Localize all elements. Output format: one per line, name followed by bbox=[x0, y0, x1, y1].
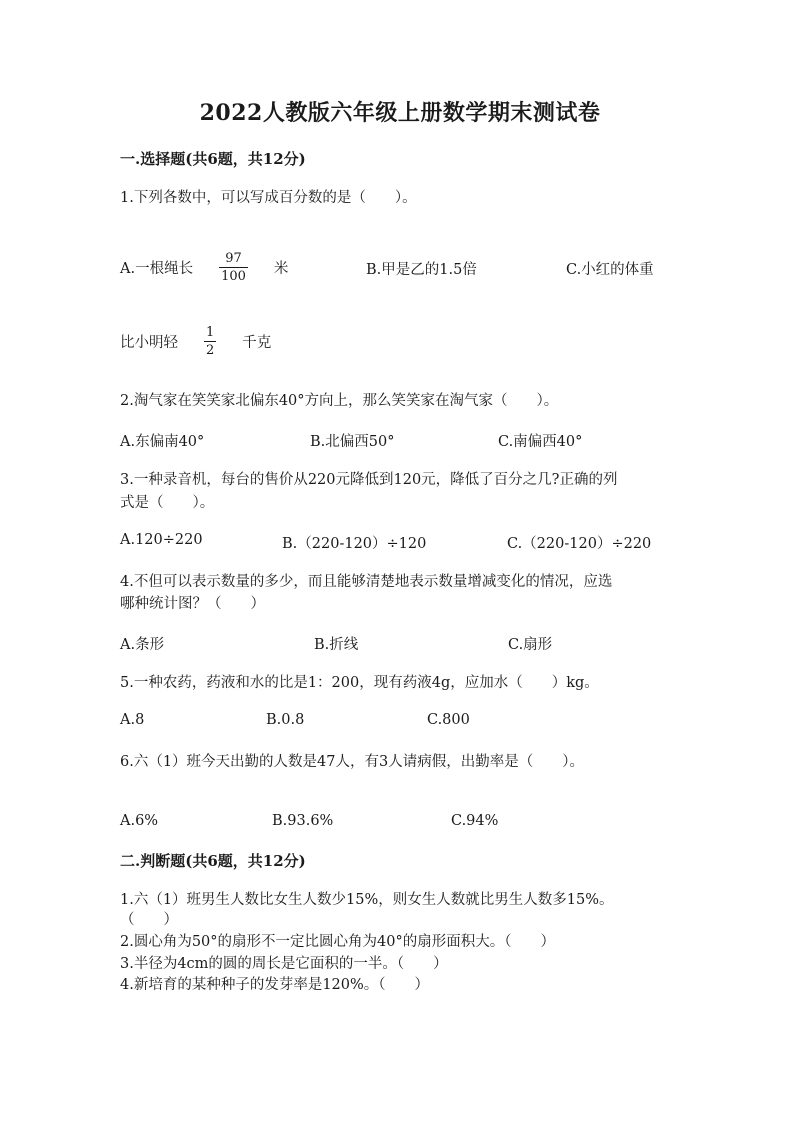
question-6-option-b: B.93.6% bbox=[272, 813, 334, 829]
question-4-option-c: C.扇形 bbox=[508, 637, 553, 653]
question-3-option-a: A.120÷220 bbox=[120, 532, 203, 548]
section-heading-choice: 一.选择题(共6题，共12分) bbox=[120, 150, 306, 168]
fraction-1-2 bbox=[204, 325, 216, 358]
fraction-denominator: 2 bbox=[206, 342, 215, 358]
question-4-line-2: 哪种统计图？（ ） bbox=[120, 596, 265, 612]
question-3-option-b: B.（220-120）÷120 bbox=[282, 536, 427, 552]
question-6-text: 6.六（1）班今天出勤的人数是47人，有3人请病假，出勤率是（ ）。 bbox=[120, 754, 584, 770]
fraction-97-100 bbox=[219, 251, 248, 284]
question-3-line-1: 3.一种录音机，每台的售价从220元降低到120元，降低了百分之几?正确的列 bbox=[120, 472, 618, 488]
judge-question-2: 2.圆心角为50°的扇形不一定比圆心角为40°的扇形面积大。（ ） bbox=[120, 934, 555, 950]
question-5-option-c: C.800 bbox=[427, 712, 470, 728]
question-2-text: 2.淘气家在笑笑家北偏东40°方向上，那么笑笑家在淘气家（ ）。 bbox=[120, 393, 559, 409]
judge-question-4: 4.新培育的某种种子的发芽率是120%。（ ） bbox=[120, 977, 430, 993]
question-1-option-c: C.小红的体重 bbox=[566, 262, 654, 278]
question-4-line-1: 4.不但可以表示数量的多少，而且能够清楚地表示数量增减变化的情况，应选 bbox=[120, 574, 613, 590]
option-a-suffix: 米 bbox=[273, 260, 289, 277]
option-a-prefix: A.一根绳长 bbox=[120, 260, 194, 277]
question-2-option-c: C.南偏西40° bbox=[498, 434, 583, 450]
judge-question-1-line-2: （ ） bbox=[120, 912, 178, 928]
question-2-option-a: A.东偏南40° bbox=[120, 434, 205, 450]
question-3-line-2: 式是（ ）。 bbox=[120, 495, 215, 511]
question-5-text: 5.一种农药，药液和水的比是1：200，现有药液4g，应加水（ ）kg。 bbox=[120, 675, 599, 691]
question-1-text: 1.下列各数中，可以写成百分数的是（ ）。 bbox=[120, 190, 417, 206]
fraction-denominator: 100 bbox=[221, 268, 246, 284]
page-title: 2022人教版六年级上册数学期末测试卷 bbox=[199, 100, 601, 126]
question-4-option-b: B.折线 bbox=[314, 637, 359, 653]
question-6-option-a: A.6% bbox=[120, 813, 159, 829]
question-1-option-a bbox=[120, 250, 288, 284]
question-3-option-c: C.（220-120）÷220 bbox=[507, 536, 652, 552]
judge-question-3: 3.半径为4cm的圆的周长是它面积的一半。（ ） bbox=[120, 956, 448, 972]
question-5-option-b: B.0.8 bbox=[266, 712, 305, 728]
judge-question-1-line-1: 1.六（1）班男生人数比女生人数少15%，则女生人数就比男生人数多15%。 bbox=[120, 892, 614, 908]
section-heading-true-false: 二.判断题(共6题，共12分) bbox=[120, 852, 306, 870]
fraction-numerator: 1 bbox=[206, 324, 215, 340]
question-6-option-c: C.94% bbox=[451, 813, 499, 829]
question-1-option-b: B.甲是乙的1.5倍 bbox=[366, 262, 477, 278]
option-c-cont-prefix: 比小明轻 bbox=[120, 334, 178, 351]
question-4-option-a: A.条形 bbox=[120, 637, 165, 653]
fraction-numerator: 97 bbox=[225, 250, 242, 266]
question-1-option-c-continued bbox=[120, 324, 271, 358]
question-5-option-a: A.8 bbox=[120, 712, 145, 728]
question-2-option-b: B.北偏西50° bbox=[310, 434, 395, 450]
option-c-cont-suffix: 千克 bbox=[242, 334, 272, 351]
